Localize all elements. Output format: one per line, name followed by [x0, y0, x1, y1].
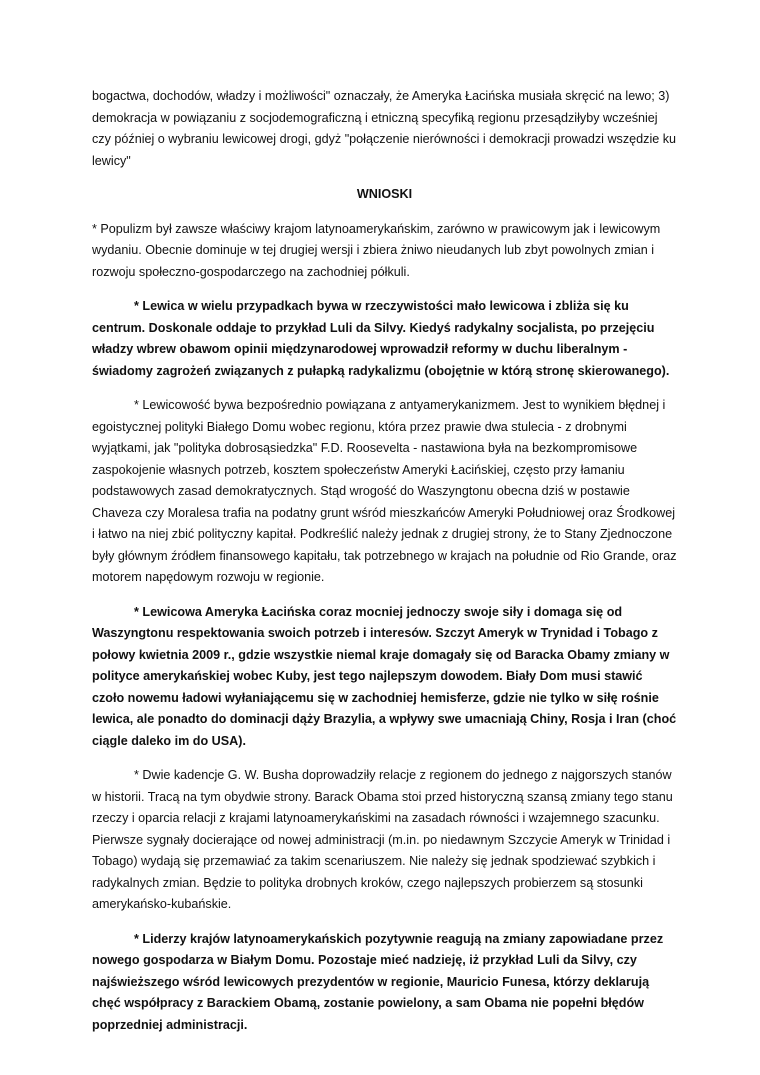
conclusion-populism: * Populizm był zawsze właściwy krajom latynoamerykańskim, zarówno w prawicowym jak i lewicowym wydaniu. Obecnie dominuje w tej drugiej wersji i zbiera żniwo nieudanych lub zbyt powolnych zmian i rozwoju społeczno-gospodarczego na zachodniej półkuli. [92, 221, 661, 279]
section-heading: WNIOSKI [356, 187, 413, 201]
intro-paragraph: bogactwa, dochodów, władzy i możliwości" oznaczały, że Ameryka Łacińska musiała skręcić na lewo; 3) demokracja w powiązaniu z socjodemograficzną i etniczną specyfiką regionu przesądziłyby wcześniej czy później o wybraniu lewicowej drogi, gdyż "połączenie nierówności i demokracji prowadzi wszędzie ku lewicy" [92, 89, 677, 168]
conclusion-unity: * Lewicowa Ameryka Łacińska coraz mocniej jednoczy swoje siły i domaga się od Waszyngtonu respektowania swoich potrzeb i interesów. Szczyt Ameryk w Trynidad i Tobago z połowy kwietnia 2009 r., gdzie wszystkie niemal kraje domagały się od Baracka Obamy zmiany w polityce amerykańskiej wobec Kuby, jest tego najlepszym dowodem. Biały Dom musi stawić czoło nowemu ładowi wyłaniającemu się w zachodniej hemisferze, gdzie nie tylko w siłę rośnie lewica, ale ponadto do dominacji dąży Brazylia, a wpływy swe umacniają Chiny, Rosja i Iran (choć ciągle daleko im do USA). [92, 604, 677, 748]
conclusion-left-center: * Lewica w wielu przypadkach bywa w rzeczywistości mało lewicowa i zbliża się ku centrum. Doskonale oddaje to przykład Luli da Silvy. Kiedyś radykalny socjalista, po przejęciu władzy wbrew obawom opinii międzynarodowej wprowadził reformy w duchu liberalnym - świadomy zagrożeń związanych z pułapką radykalizmu (obojętnie w którą stronę skierowanego). [92, 299, 670, 378]
document-page [92, 86, 677, 1049]
conclusion-anti-americanism: * Lewicowość bywa bezpośrednio powiązana z antyamerykanizmem. Jest to wynikiem błędnej i egoistycznej polityki Białego Domu wobec regionu, która przez prawie dwa stulecia - z drobnymi wyjątkami, jak "polityka dobrosąsiedzka" F.D. Roosevelta - nastawiona była na bezkompromisowe zaspokojenie własnych potrzeb, kosztem społeczeństw Ameryki Łacińskiej, często przy łamaniu podstawowych zasad demokratycznych. Stąd wrogość do Waszyngtonu obecna dziś w postawie Chaveza czy Moralesa trafia na podatny grunt wśród mieszkańców Ameryki Południowej oraz Środkowej i łatwo na niej zbić polityczny kapitał. Podkreślić należy jednak z drugiej strony, że to Stany Zjednoczone były głównym źródłem finansowego kapitału, tak potrzebnego w krajach na południe od Rio Grande, oraz motorem napędowym rozwoju w regionie. [92, 398, 677, 584]
conclusion-leaders: * Liderzy krajów latynoamerykańskich pozytywnie reagują na zmiany zapowiadane przez nowego gospodarza w Białym Domu. Pozostaje mieć nadzieję, iż przykład Luli da Silvy, czy najświeższego wśród lewicowych prezydentów w regionie, Mauricio Funesa, którzy deklarują chęć współpracy z Barackiem Obamą, zostanie powielony, a sam Obama nie popełni błędów poprzedniej administracji. [92, 931, 664, 1032]
conclusion-bush-obama: * Dwie kadencje G. W. Busha doprowadziły relacje z regionem do jednego z najgorszych stanów w historii. Tracą na tym obydwie strony. Barack Obama stoi przed historyczną szansą zmiany tego stanu rzeczy i oparcia relacji z krajami latynoamerykańskimi na zasadach równości i wzajemnego szacunku. Pierwsze sygnały docierające od nowej administracji (m.in. po niedawnym Szczycie Ameryk w Trinidad i Tobago) wydają się przemawiać za takim scenariuszem. Nie należy się jednak spodziewać szybkich i radykalnych zmian. Będzie to polityka drobnych kroków, czego najlepszych probierzem są stosunki amerykańsko-kubańskie. [92, 768, 673, 911]
